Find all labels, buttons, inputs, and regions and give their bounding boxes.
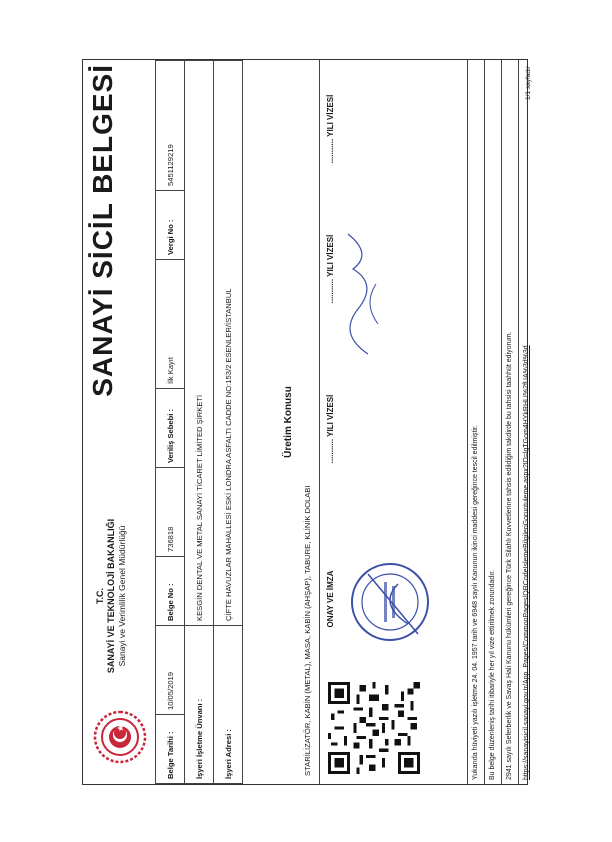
unvan-value: KESGİN DENTAL VE METAL SANAYİ TİCARET LİMİTED ŞİRKETİ (185, 61, 214, 626)
adres-value: ÇİFTE HAVUZLAR MAHALLESİ ESKİ LONDRA ASFALTI CADDE NO:153/2 ESENLER/İSTANBUL (214, 61, 243, 626)
vergi-no-value: 5451129219 (156, 61, 185, 191)
approval-caption: ONAY VE İMZA (326, 570, 335, 628)
adres-label: İşyeri Adresi : (214, 626, 243, 784)
info-table (155, 60, 243, 784)
qr-code-icon (328, 682, 420, 774)
visa-caption-3: ........... YILI VİZESİ (326, 94, 335, 164)
approval-zone (319, 60, 468, 784)
footer-line-2: Bu belge düzenleniş tarihi itibariyle her yıl vize ettirilmek zorundadır. (484, 60, 501, 784)
page-number: 1/1 sayfadır (525, 66, 532, 100)
certificate-frame (82, 59, 532, 785)
certificate-sheet (66, 41, 546, 801)
belge-tarihi-label: Belge Tarihi : (156, 715, 185, 784)
vergi-no-label: Vergi No : (156, 191, 185, 260)
verilis-sebebi-label: Veriliş Sebebi : (156, 389, 185, 468)
visa-box-1 (324, 354, 456, 504)
verification-url-link[interactable]: https://sanayisicil.sanayi.gov.tr/App_Pages/CommonPages/QRCodeIslemeBilgileriGoruntuleme.aspx?ID=lgTGom4HYkRHLI%2fUA%3d%3d (523, 345, 530, 780)
ministry-header (95, 496, 128, 696)
belge-no-label: Belge No : (156, 557, 185, 626)
belge-no-value: 736818 (156, 468, 185, 557)
official-stamp-icon (348, 560, 432, 644)
tc-label: T.C. (95, 588, 105, 605)
visa-caption-2: ........... YILI VİZESİ (326, 234, 335, 304)
visa-box-3 (324, 54, 456, 204)
belge-tarihi-value: 10/05/2019 (156, 626, 185, 715)
verilis-sebebi-value: İlk Kayıt (156, 260, 185, 389)
pen-scribble-icon (328, 224, 388, 364)
directorate-name: Sanayi ve Verimlilik Genel Müdürlüğü (117, 525, 127, 667)
footer-line-1: Yukarıda hüviyeti yazılı işletme 24. 04. 1957 tarih ve 6948 sayılı Kanunun ikinci maddesi gereğince tescil edilmiştir. (467, 60, 484, 784)
ministry-emblem-icon (93, 710, 147, 764)
visa-caption-1: ........... YILI VİZESİ (326, 394, 335, 464)
production-title: Üretim Konusu (283, 386, 294, 458)
unvan-label: İşyeri İşletme Ünvanı : (185, 626, 214, 784)
footer-line-3: 2941 sayılı Seferberlik ve Savaş Hali Kanunu hükümleri gereğince Türk Silahlı Kuvvetlerine tahsis edildiğim takdirde bu tahsisi taahhüt ediyorum. (501, 60, 518, 784)
production-value: STARİLİZATÖR, KABİN (METAL), MASA, KABİN (AHŞAP), TABURE, KLİNİK DOLABI (303, 485, 312, 776)
document-title: SANAYİ SİCİL BELGESİ (87, 64, 118, 397)
footer (467, 60, 535, 784)
ministry-name: SANAYİ VE TEKNOLOJİ BAKANLIĞI (106, 518, 116, 674)
